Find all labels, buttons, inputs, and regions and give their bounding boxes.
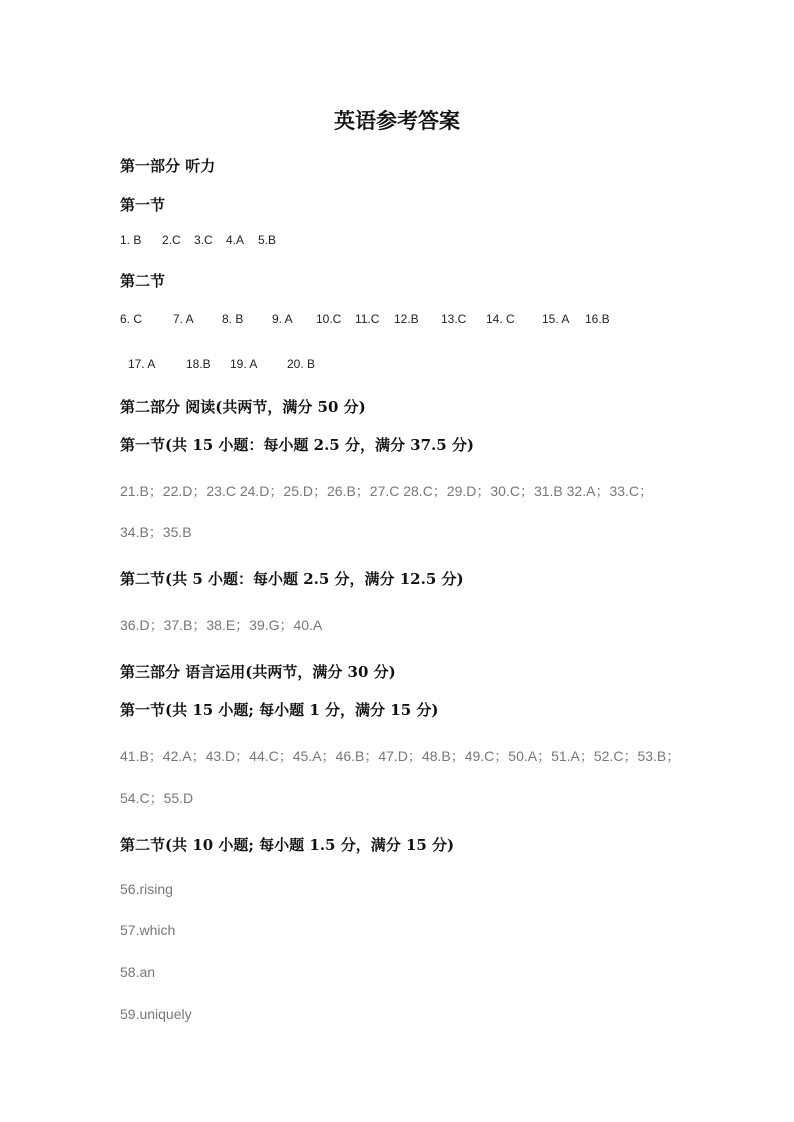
part3-sec1-heading: 第一节(共 15 小题; 每小题 1 分，满分 15 分) bbox=[120, 701, 439, 719]
answer-item: 9. A bbox=[272, 312, 293, 326]
answer-item: 15. A bbox=[542, 312, 570, 326]
part1-sec1-heading: 第一节 bbox=[120, 196, 166, 214]
part3-sec2-heading: 第二节(共 10 小题; 每小题 1.5 分，满分 15 分) bbox=[120, 836, 455, 854]
answer-item: 19. A bbox=[230, 357, 258, 371]
answer-line: 59.uniquely bbox=[120, 1006, 192, 1022]
answer-line: 56.rising bbox=[120, 881, 173, 897]
answer-item: 6. C bbox=[120, 312, 143, 326]
answer-item: 16.B bbox=[585, 312, 610, 326]
answer-item: 4.A bbox=[226, 233, 245, 247]
answer-item: 1. B bbox=[120, 233, 142, 247]
part1-sec2-heading: 第二节 bbox=[120, 272, 166, 290]
answer-item: 7. A bbox=[173, 312, 194, 326]
answer-line: 21.B；22.D；23.C 24.D；25.D；26.B；27.C 28.C；29.D；30.C；31.B 32.A；33.C； bbox=[120, 483, 654, 499]
answer-item: 11.C bbox=[355, 312, 380, 326]
answer-line: 41.B；42.A；43.D；44.C；45.A；46.B；47.D；48.B；49.C；50.A；51.A；52.C；53.B； bbox=[120, 748, 681, 764]
part2-sec2-heading: 第二节(共 5 小题：每小题 2.5 分，满分 12.5 分) bbox=[120, 570, 464, 588]
answer-item: 2.C bbox=[162, 233, 181, 247]
answer-item: 13.C bbox=[441, 312, 467, 326]
answer-line: 57.which bbox=[120, 922, 176, 938]
answer-item: 12.B bbox=[394, 312, 419, 326]
answer-item: 18.B bbox=[186, 357, 211, 371]
answer-item: 5.B bbox=[258, 233, 277, 247]
answer-item: 3.C bbox=[194, 233, 213, 247]
answer-line: 58.an bbox=[120, 964, 156, 980]
answer-item: 10.C bbox=[316, 312, 342, 326]
answer-line: 34.B；35.B bbox=[120, 524, 192, 540]
part3-heading: 第三部分 语言运用(共两节，满分 30 分) bbox=[120, 663, 396, 681]
part2-sec1-heading: 第一节(共 15 小题：每小题 2.5 分，满分 37.5 分) bbox=[120, 436, 475, 454]
part1-heading: 第一部分 听力 bbox=[120, 157, 216, 175]
answer-line: 54.C；55.D bbox=[120, 790, 194, 806]
answer-item: 17. A bbox=[128, 357, 156, 371]
answer-item: 8. B bbox=[222, 312, 244, 326]
page-title: 英语参考答案 bbox=[334, 108, 460, 133]
answer-item: 14. C bbox=[486, 312, 515, 326]
part2-heading: 第二部分 阅读(共两节，满分 50 分) bbox=[120, 398, 366, 416]
answer-line: 36.D；37.B；38.E；39.G；40.A bbox=[120, 617, 323, 633]
answer-item: 20. B bbox=[287, 357, 316, 371]
